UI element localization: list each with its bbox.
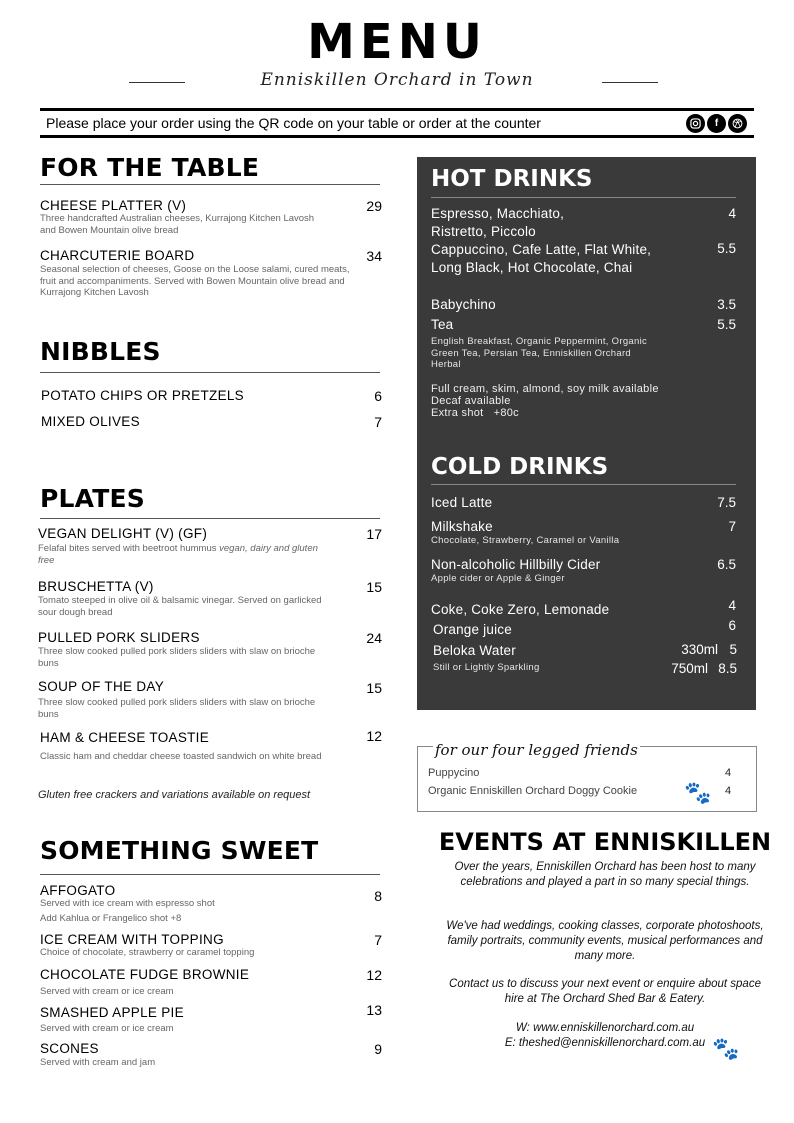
menu-item-name: VEGAN DELIGHT (V) (GF) bbox=[38, 526, 208, 541]
menu-item-price: 29 bbox=[366, 198, 382, 214]
order-notice: Please place your order using the QR code on your table or order at the counter bbox=[46, 115, 541, 131]
menu-item-desc: Seasonal selection of cheeses, Goose on the Loose salami, cured meats, fruit and accompaniments. Served with Bowen Mountain olive bread and Kurrajong Kitchen Lavosh bbox=[40, 264, 350, 298]
menu-item-price: 17 bbox=[366, 526, 382, 542]
menu-item-extra: Add Kahlua or Frangelico shot +8 bbox=[40, 913, 182, 924]
pets-heading: for our four legged friends bbox=[435, 741, 638, 759]
menu-item-name: SCONES bbox=[40, 1041, 99, 1056]
menu-item-name: POTATO CHIPS OR PRETZELS bbox=[41, 388, 244, 403]
menu-item-price: 24 bbox=[366, 630, 382, 646]
section-rule bbox=[431, 197, 736, 198]
menu-item-desc: Served with cream or ice cream bbox=[40, 986, 174, 997]
menu-item-name: MIXED OLIVES bbox=[41, 414, 140, 429]
menu-item-desc: Tomato steeped in olive oil & balsamic vinegar. Served on garlicked sour dough bread bbox=[38, 595, 322, 618]
menu-item-name: CHOCOLATE FUDGE BROWNIE bbox=[40, 967, 250, 982]
menu-item-desc: Felafal bites served with beetroot hummus vegan, dairy and gluten free bbox=[38, 543, 318, 566]
menu-item-price: 34 bbox=[366, 248, 382, 264]
menu-item-price: 12 bbox=[366, 967, 382, 983]
drink-price: 7 bbox=[728, 519, 736, 534]
pet-item-price: 4 bbox=[725, 767, 732, 779]
menu-item-name: AFFOGATO bbox=[40, 883, 116, 898]
events-paragraph: Over the years, Enniskillen Orchard has been host to many celebrations and played a part in so many special things. bbox=[454, 861, 756, 888]
drink-desc: Apple cider or Apple & Ginger bbox=[431, 573, 565, 584]
page-subtitle: Enniskillen Orchard in Town bbox=[260, 70, 534, 90]
menu-item-price: 8 bbox=[374, 888, 382, 904]
menu-item-name: BRUSCHETTA (V) bbox=[38, 579, 154, 594]
drink-price: 6.5 bbox=[717, 557, 736, 572]
section-rule bbox=[40, 372, 380, 373]
menu-item-name: CHARCUTERIE BOARD bbox=[40, 248, 195, 263]
paw-print-icon: 🐾 bbox=[712, 1036, 740, 1061]
drink-name: Coke, Coke Zero, Lemonade bbox=[431, 602, 610, 617]
menu-item-price: 13 bbox=[366, 1002, 382, 1018]
drink-price: 5 bbox=[729, 642, 737, 657]
heading-nibbles: NIBBLES bbox=[40, 337, 161, 366]
menu-item-name: ICE CREAM WITH TOPPING bbox=[40, 932, 224, 947]
notice-bottom-rule bbox=[40, 135, 754, 138]
pet-item-name: Organic Enniskillen Orchard Doggy Cookie bbox=[428, 785, 638, 797]
drink-price: 4 bbox=[728, 598, 736, 613]
section-rule bbox=[40, 518, 380, 519]
gluten-free-note: Gluten free crackers and variations available on request bbox=[38, 789, 311, 801]
menu-item-name: HAM & CHEESE TOASTIE bbox=[40, 730, 210, 745]
drink-price: 6 bbox=[728, 618, 736, 633]
heading-cold-drinks: COLD DRINKS bbox=[431, 454, 609, 480]
events-email-link[interactable]: E: theshed@enniskillenorchard.com.au bbox=[504, 1037, 706, 1049]
drink-price: 5.5 bbox=[717, 317, 736, 332]
drink-name: Babychino bbox=[431, 297, 496, 312]
drink-price: 7.5 bbox=[717, 495, 736, 510]
drink-price: 4 bbox=[728, 206, 736, 221]
menu-item-price: 6 bbox=[374, 388, 382, 404]
menu-item-desc: Three handcrafted Australian cheeses, Kurrajong Kitchen Lavosh and Bowen Mountain olive bread bbox=[40, 213, 315, 236]
drink-price: 8.5 bbox=[718, 661, 737, 676]
menu-item-desc: Served with ice cream with espresso shot bbox=[40, 898, 215, 909]
drink-name: Espresso, Macchiato, Ristretto, Piccolo bbox=[431, 206, 565, 239]
menu-item-price: 9 bbox=[374, 1041, 382, 1057]
paw-print-icon: 🐾 bbox=[684, 780, 712, 805]
extra-shot: Extra shot +80c bbox=[431, 407, 519, 419]
instagram-icon[interactable] bbox=[686, 114, 705, 133]
section-rule bbox=[40, 184, 380, 185]
drink-name: Cappuccino, Cafe Latte, Flat White, Long Black, Hot Chocolate, Chai bbox=[431, 242, 652, 275]
drink-price: 5.5 bbox=[717, 241, 736, 256]
drink-desc: Still or Lightly Sparkling bbox=[433, 662, 540, 673]
menu-item-price: 12 bbox=[366, 728, 382, 744]
heading-for-the-table: FOR THE TABLE bbox=[40, 153, 260, 182]
pet-item-price: 4 bbox=[725, 785, 732, 797]
decaf-note: Decaf available bbox=[431, 395, 511, 407]
drink-name: Beloka Water bbox=[433, 643, 516, 658]
menu-item-name: CHEESE PLATTER (V) bbox=[40, 198, 187, 213]
drink-name: Milkshake bbox=[431, 519, 493, 534]
water-size-large: 750ml bbox=[671, 661, 708, 676]
facebook-icon[interactable]: f bbox=[707, 114, 726, 133]
menu-item-name: SOUP OF THE DAY bbox=[38, 679, 165, 694]
water-size-small: 330ml bbox=[681, 642, 718, 657]
pet-item-name: Puppycino bbox=[428, 767, 480, 779]
drink-price: 3.5 bbox=[717, 297, 736, 312]
menu-item-desc: Served with cream and jam bbox=[40, 1057, 156, 1068]
menu-item-price: 7 bbox=[374, 414, 382, 430]
drink-name: Iced Latte bbox=[431, 495, 493, 510]
heading-events: EVENTS AT ENNISKILLEN bbox=[438, 828, 772, 856]
heading-hot-drinks: HOT DRINKS bbox=[431, 166, 593, 192]
page-title: MENU bbox=[307, 14, 487, 70]
section-rule bbox=[40, 874, 380, 875]
menu-item-desc: Three slow cooked pulled pork sliders sliders with slaw on brioche buns bbox=[38, 697, 316, 720]
menu-item-desc: Choice of chocolate, strawberry or caramel topping bbox=[40, 947, 255, 958]
menu-item-desc: Three slow cooked pulled pork sliders sliders with slaw on brioche buns bbox=[38, 646, 316, 669]
heading-plates: PLATES bbox=[40, 484, 145, 513]
menu-item-desc: Classic ham and cheddar cheese toasted sandwich on white bread bbox=[40, 751, 322, 762]
subtitle-divider-right bbox=[602, 82, 658, 83]
drink-name: Non-alcoholic Hillbilly Cider bbox=[431, 557, 601, 572]
menu-item-name: SMASHED APPLE PIE bbox=[40, 1005, 184, 1020]
heading-something-sweet: SOMETHING SWEET bbox=[40, 836, 319, 865]
drink-desc: Chocolate, Strawberry, Caramel or Vanilla bbox=[431, 535, 620, 546]
menu-item-price: 15 bbox=[366, 680, 382, 696]
events-paragraph: We've had weddings, cooking classes, corporate photoshoots, family portraits, community events, musical performances and many more. bbox=[446, 920, 764, 962]
notice-top-rule bbox=[40, 108, 754, 111]
menu-item-price: 7 bbox=[374, 932, 382, 948]
menu-item-name: PULLED PORK SLIDERS bbox=[38, 630, 200, 645]
drink-name: Tea bbox=[431, 317, 454, 332]
dribbble-icon[interactable] bbox=[728, 114, 747, 133]
events-paragraph: Contact us to discuss your next event or enquire about space hire at The Orchard Shed Bar & Eatery. bbox=[449, 978, 761, 1005]
events-website-link[interactable]: W: www.enniskillenorchard.com.au bbox=[515, 1022, 695, 1034]
drink-desc: English Breakfast, Organic Peppermint, Organic Green Tea, Persian Tea, Enniskillen Orchard Herbal bbox=[431, 336, 648, 370]
menu-item-desc: Served with cream or ice cream bbox=[40, 1023, 174, 1034]
menu-item-price: 15 bbox=[366, 579, 382, 595]
drink-name: Orange juice bbox=[433, 622, 512, 637]
section-rule bbox=[431, 484, 736, 485]
milk-options: Full cream, skim, almond, soy milk available bbox=[431, 383, 659, 395]
